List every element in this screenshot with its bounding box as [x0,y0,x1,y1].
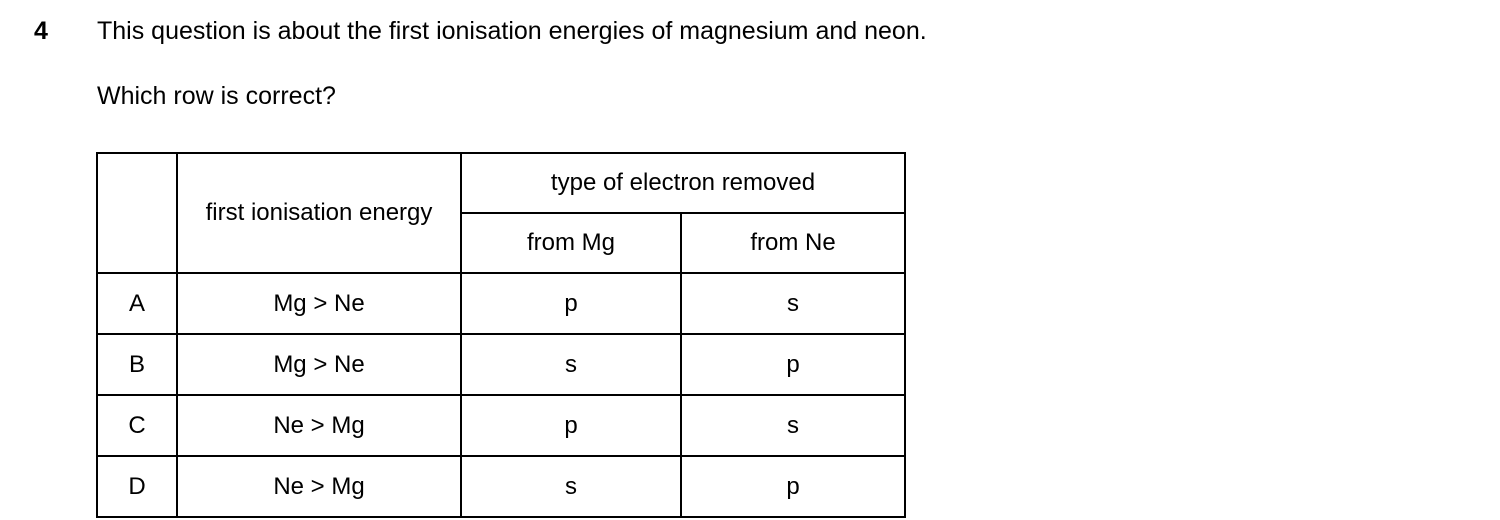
row-from-mg: p [461,395,681,456]
table-row[interactable] [97,456,905,517]
table-row[interactable] [97,395,905,456]
row-letter: D [97,456,177,517]
row-energy: Ne > Mg [177,456,461,517]
header-cell-from-ne: from Ne [681,213,905,273]
row-energy: Ne > Mg [177,395,461,456]
question-number: 4 [34,17,48,45]
row-letter: A [97,273,177,334]
row-from-mg: p [461,273,681,334]
header-cell-from-mg: from Mg [461,213,681,273]
answer-options-table [96,152,906,518]
table-header-row-top [97,153,905,213]
row-from-ne: p [681,334,905,395]
row-from-ne: s [681,273,905,334]
row-letter: C [97,395,177,456]
question-stem: This question is about the first ionisation energies of magnesium and neon. [97,17,927,45]
row-from-mg: s [461,334,681,395]
header-cell-first-ionisation-energy: first ionisation energy [177,153,461,273]
row-from-ne: p [681,456,905,517]
row-from-ne: s [681,395,905,456]
question-prompt: Which row is correct? [97,82,336,110]
row-letter: B [97,334,177,395]
header-cell-blank [97,153,177,273]
header-cell-type-of-electron-removed: type of electron removed [461,153,905,213]
table-row[interactable] [97,273,905,334]
row-from-mg: s [461,456,681,517]
table-row[interactable] [97,334,905,395]
row-energy: Mg > Ne [177,273,461,334]
row-energy: Mg > Ne [177,334,461,395]
